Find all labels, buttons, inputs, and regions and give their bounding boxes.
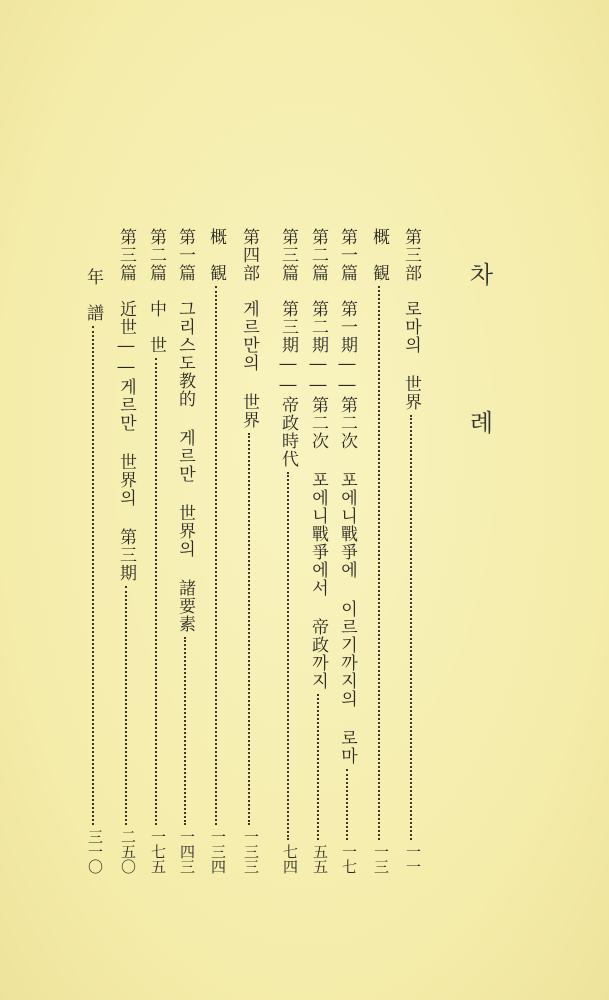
- leader-dots: [215, 286, 217, 825]
- toc-entry-page: 二五〇: [119, 829, 137, 874]
- toc-entry-overview-2[interactable]: [203, 228, 229, 874]
- toc-entry-part4[interactable]: [236, 228, 262, 874]
- toc-entry-label: 第二篇 第二期――第二次 포에니戰爭에서 帝政까지: [308, 228, 328, 690]
- toc-entry-label: 第四部 게르만의 世界: [239, 228, 259, 429]
- leader-dots: [346, 769, 348, 840]
- toc-entry-page: 三一〇: [86, 829, 104, 874]
- leader-dots: [184, 637, 186, 825]
- toc-entry-page: 七四: [281, 844, 299, 874]
- leader-dots: [287, 472, 289, 840]
- leader-dots: [410, 415, 412, 840]
- toc-heading: 차 례: [465, 262, 493, 482]
- toc-entry-label: 概 観: [369, 228, 389, 282]
- toc-entry-page: 一一: [404, 844, 422, 874]
- toc-entry-label: 第一篇 그리스도教的 게르만 世界의 諸要素: [175, 228, 195, 633]
- toc-entry-label: 年 譜: [83, 268, 103, 322]
- toc-entry-section3[interactable]: [113, 228, 139, 874]
- leader-dots: [125, 586, 127, 825]
- toc-entry-page: 一三三: [242, 829, 260, 874]
- leader-dots: [317, 694, 319, 840]
- toc-entry-chapter1[interactable]: [334, 228, 360, 874]
- toc-entry-page: 五五: [311, 844, 329, 874]
- toc-entry-page: 一三: [372, 844, 390, 874]
- leader-dots: [248, 433, 250, 825]
- toc-entry-chapter2[interactable]: [305, 228, 331, 874]
- toc-entry-label: 第三篇 第三期――帝政時代: [278, 228, 298, 468]
- toc-entry-page: 一七: [340, 844, 358, 874]
- toc-entry-label: 第三篇 近世――게르만 世界의 第三期: [116, 228, 136, 582]
- toc-entry-page: 一七五: [149, 829, 167, 874]
- toc-entry-chapter3[interactable]: [275, 228, 301, 874]
- toc-entry-label: 概 観: [206, 228, 226, 282]
- toc-entry-chronology[interactable]: [80, 268, 106, 874]
- toc-entry-overview-1[interactable]: [366, 228, 392, 874]
- toc-entry-label: 第三部 로마의 世界: [401, 228, 421, 411]
- toc-entry-section2[interactable]: [143, 228, 169, 874]
- toc-entry-label: 第二篇 中 世: [146, 228, 166, 354]
- leader-dots: [155, 358, 157, 825]
- leader-dots: [92, 326, 94, 825]
- toc-entry-section1[interactable]: [172, 228, 198, 874]
- toc-entry-page: 一三四: [209, 829, 227, 874]
- toc-entry-label: 第一篇 第一期――第二次 포에니戰爭에 이르기까지의 로마: [337, 228, 357, 765]
- leader-dots: [378, 286, 380, 840]
- toc-entry-part3[interactable]: [398, 228, 424, 874]
- toc-entry-page: 一四三: [178, 829, 196, 874]
